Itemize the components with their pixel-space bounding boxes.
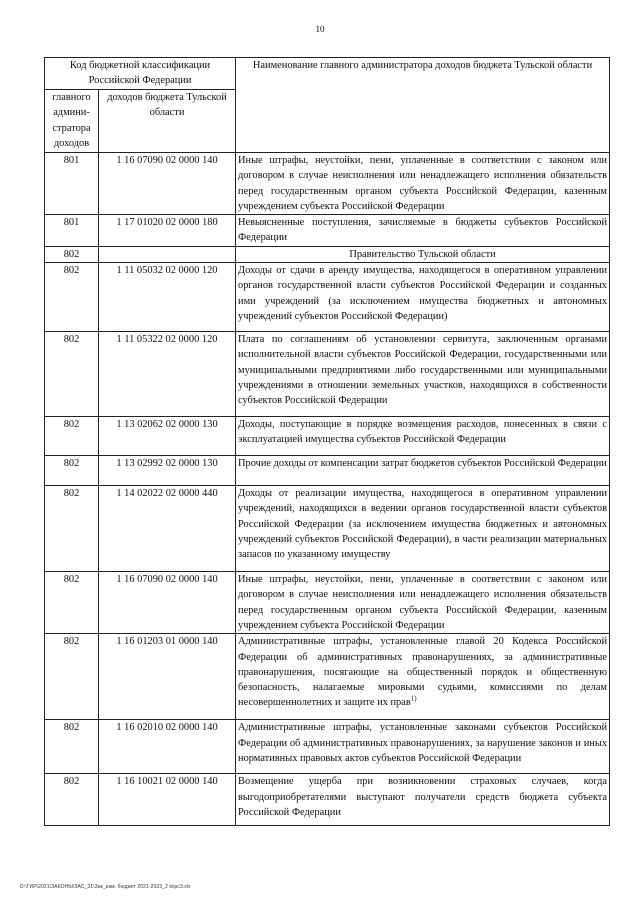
description-text: Административные штрафы, установленные главой 20 Кодекса Российской Федерации об административных правонарушениях, за административные правонарушения, посягающие на общественный порядок и общественную безопасность, налагаемые мировыми судьями, комиссиями по делам несовершеннолетних и защите их прав	[238, 636, 608, 709]
income-code-cell: 1 16 10021 02 0000 140	[99, 774, 236, 826]
description-text: Невыясненные поступления, зачисляемые в бюджеты субъектов Российской Федерации	[238, 217, 608, 244]
income-code-cell: 1 16 07090 02 0000 140	[99, 153, 236, 215]
description-text: Доходы от реализации имущества, находящегося в оперативном управлении учреждений, находящихся в ведении органов государственной власти субъектов Российской Федерации (за исключением имущества бюджетных и автономных учреждений субъектов Российской Федерации), в части реализации материальных запасов по указанному имуществу	[238, 488, 608, 561]
footnote-marker: 1)	[410, 694, 417, 703]
income-code-cell: 1 13 02062 02 0000 130	[99, 417, 236, 456]
admin-code-cell: 802	[45, 456, 99, 486]
admin-code-cell: 802	[45, 332, 99, 417]
income-code-cell	[99, 246, 236, 262]
table-row	[45, 417, 610, 456]
description-text: Доходы, поступающие в порядке возмещения расходов, понесенных в связи с эксплуатацией имущества субъектов Российской Федерации	[238, 419, 608, 446]
admin-code-cell: 802	[45, 417, 99, 456]
table-row	[45, 263, 610, 332]
table-row	[45, 332, 610, 417]
description-cell	[236, 263, 610, 332]
description-text: Плата по соглашениям об установлении сервитута, заключенным органами исполнительной власти субъектов Российской Федерации, государственными или муниципальными предприятиями либо государственными или муниципальными учреждениями в отношении земельных участков, находящихся в собственности субъектов Российской Федерации	[238, 334, 608, 407]
table-header-row-1	[45, 58, 610, 90]
file-path-footer: D:\ГИР\2021\ЗАКОНЫ\ЗАС_31\Зак_изм. бюджет 2021-2023_2 м\рс3.xls	[20, 884, 191, 890]
table-row	[45, 572, 610, 634]
income-administrators-table	[44, 57, 610, 826]
income-code-cell: 1 17 01020 02 0000 180	[99, 215, 236, 247]
income-code-cell: 1 11 05322 02 0000 120	[99, 332, 236, 417]
description-cell	[236, 774, 610, 826]
income-code-cell: 1 16 02010 02 0000 140	[99, 720, 236, 774]
admin-code-cell: 802	[45, 634, 99, 720]
table-row	[45, 215, 610, 247]
description-cell	[236, 456, 610, 486]
description-cell	[236, 720, 610, 774]
admin-code-cell: 802	[45, 720, 99, 774]
table-body	[45, 153, 610, 826]
income-code-header: доходов бюджета Тульской области	[99, 90, 236, 153]
admin-code-cell: 802	[45, 486, 99, 572]
income-code-cell: 1 16 01203 01 0000 140	[99, 634, 236, 720]
description-cell	[236, 572, 610, 634]
admin-code-cell: 801	[45, 153, 99, 215]
description-text: Административные штрафы, установленные законами субъектов Российской Федерации об административных правонарушениях, за нарушение законов и иных нормативных правовых актов субъектов Российской Федерации	[238, 722, 608, 764]
admin-code-cell: 802	[45, 263, 99, 332]
table-row	[45, 456, 610, 486]
income-code-cell: 1 14 02022 02 0000 440	[99, 486, 236, 572]
description-cell	[236, 486, 610, 572]
table-row	[45, 246, 610, 262]
page-number: 10	[315, 24, 325, 34]
description-text: Доходы от сдачи в аренду имущества, находящегося в оперативном управлении органов государственной власти субъектов Российской Федерации и созданных ими учреждений (за исключением имущества бюджетных и автономных учреждений субъектов Российской Федерации)	[238, 265, 608, 322]
table-row	[45, 486, 610, 572]
section-title-cell	[236, 246, 610, 262]
table-row	[45, 720, 610, 774]
description-text: Прочие доходы от компенсации затрат бюджетов субъектов Российской Федерации	[238, 458, 607, 470]
description-cell	[236, 634, 610, 720]
name-header: Наименование главного администратора доходов бюджета Тульской области	[236, 58, 610, 153]
table-row	[45, 774, 610, 826]
income-code-cell: 1 13 02992 02 0000 130	[99, 456, 236, 486]
income-code-cell: 1 11 05032 02 0000 120	[99, 263, 236, 332]
admin-code-cell: 802	[45, 246, 99, 262]
income-code-cell: 1 16 07090 02 0000 140	[99, 572, 236, 634]
description-cell	[236, 417, 610, 456]
table-row	[45, 634, 610, 720]
description-text: Возмещение ущерба при возникновении страховых случаев, когда выгодоприобретателями выступают получатели средств бюджета субъекта Российской Федерации	[238, 776, 608, 818]
description-cell	[236, 332, 610, 417]
description-cell	[236, 153, 610, 215]
admin-code-cell: 802	[45, 774, 99, 826]
table-row	[45, 153, 610, 215]
admin-code-cell: 802	[45, 572, 99, 634]
description-text: Иные штрафы, неустойки, пени, уплаченные в соответствии с законом или договором в случае неисполнения или ненадлежащего исполнения обязательств перед государственным органом субъекта Российской Федерации, казенным учреждением субъекта Российской Федерации	[238, 155, 608, 212]
admin-code-cell: 801	[45, 215, 99, 247]
admin-code-header: главного админи-стратора доходов	[45, 90, 99, 153]
kbk-header: Код бюджетной классификации Российской Федерации	[45, 58, 236, 90]
description-text: Иные штрафы, неустойки, пени, уплаченные в соответствии с законом или договором в случае неисполнения или ненадлежащего исполнения обязательств перед государственным органом субъекта Российской Федерации, казенным учреждением субъекта Российской Федерации	[238, 574, 608, 631]
description-cell	[236, 215, 610, 247]
description-text: Правительство Тульской области	[349, 248, 496, 260]
